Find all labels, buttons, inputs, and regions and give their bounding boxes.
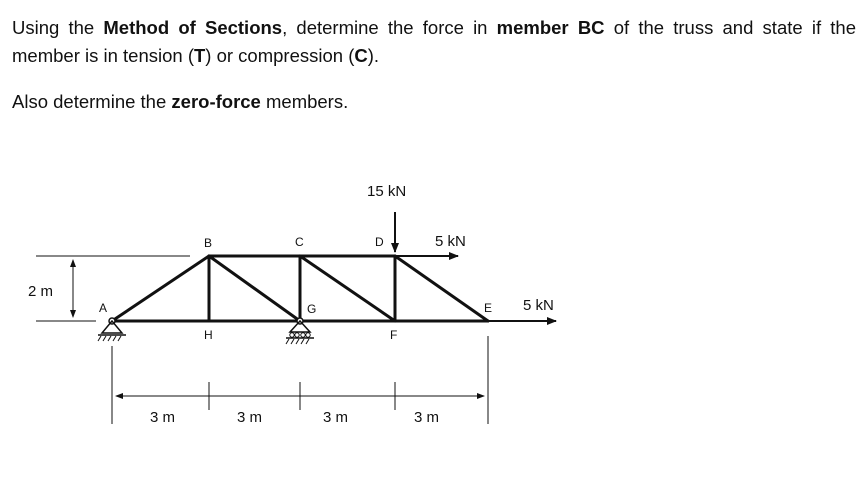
text-fragment: , determine the force in xyxy=(282,17,497,38)
text-fragment: ) or compression ( xyxy=(205,45,355,66)
node-label-D: D xyxy=(375,235,384,249)
node-label-C: C xyxy=(295,235,304,249)
node-label-G: G xyxy=(307,302,317,316)
node-label-A: A xyxy=(99,301,108,315)
dimension-label-span-HG: 3 m xyxy=(237,409,263,426)
method-emphasis: Method of Sections xyxy=(103,17,283,38)
text-fragment: Also determine the xyxy=(12,91,172,112)
node-label-E: E xyxy=(484,301,493,315)
load-label-horizontal-E: 5 kN xyxy=(523,297,554,314)
text-fragment: ). xyxy=(367,45,380,66)
load-label-vertical-D: 15 kN xyxy=(367,183,407,200)
node-label-F: F xyxy=(390,328,398,342)
member-DE xyxy=(395,256,488,321)
dimension-label-span-FE: 3 m xyxy=(414,409,440,426)
member-emphasis: member BC xyxy=(496,17,605,38)
node-label-B: B xyxy=(204,236,213,250)
member-AB xyxy=(112,256,209,321)
height-dimension xyxy=(36,256,190,321)
dimension-label-height: 2 m xyxy=(28,283,54,300)
tension-emphasis: T xyxy=(193,45,206,66)
text-fragment: members. xyxy=(260,91,349,112)
member-BG xyxy=(209,256,300,321)
dimension-label-span-GF: 3 m xyxy=(323,409,349,426)
text-fragment: of the truss and state if the member is in tension ( xyxy=(12,17,856,66)
truss-members xyxy=(112,256,488,321)
text-fragment: Using the xyxy=(12,17,104,38)
compression-emphasis: C xyxy=(354,45,368,66)
load-label-horizontal-D: 5 kN xyxy=(435,233,466,250)
dimension-labels xyxy=(28,283,439,426)
zero-force-emphasis: zero-force xyxy=(171,91,261,112)
dimension-label-span-AH: 3 m xyxy=(150,409,176,426)
node-label-H: H xyxy=(204,328,213,342)
